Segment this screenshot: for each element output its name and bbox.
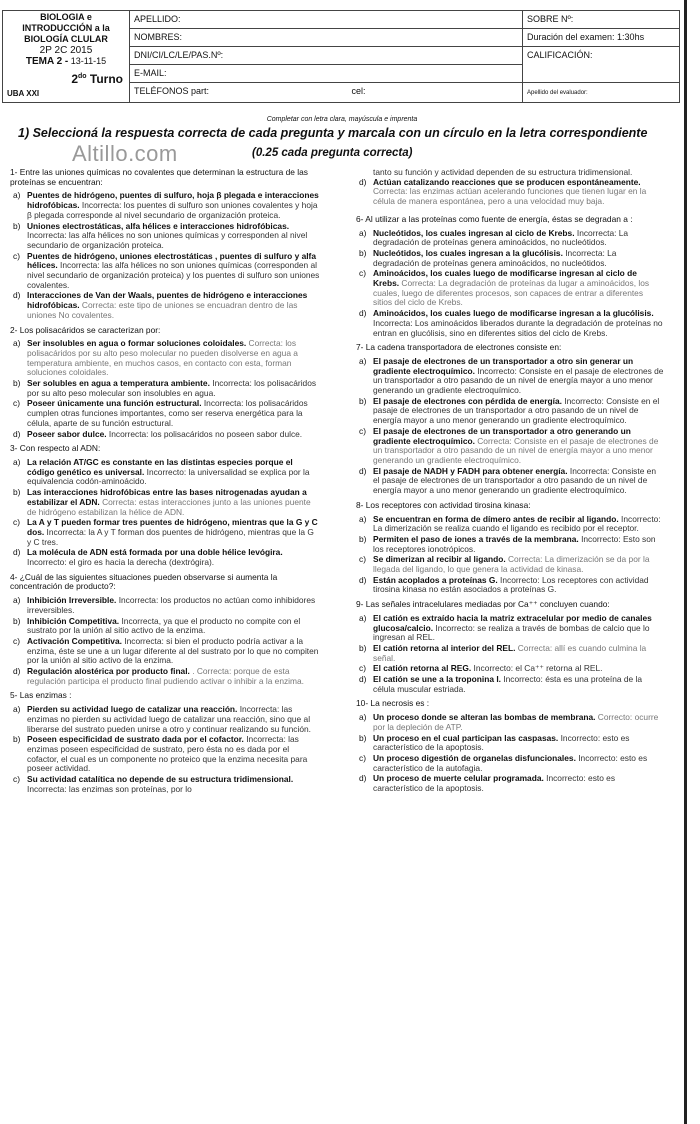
question-stem: 1- Entre las uniones químicas no covalentes que determinan la estructura de las proteínas se encuentran: — [10, 167, 308, 187]
option-letter[interactable]: d) — [359, 574, 367, 585]
option-text — [373, 713, 664, 732]
question — [10, 326, 320, 440]
instructions-note: Completar con letra clara, mayúscula e imprenta — [266, 116, 418, 123]
option-text — [373, 535, 664, 554]
option-feedback: Incorrecta: Los aminoácidos liberados durante la degradación de proteínas no entran en glucólisis, sino en diferentes sitios del ciclo de Krebs. — [373, 317, 663, 338]
option-letter[interactable]: c) — [13, 250, 20, 261]
question-stem: 9- Las señales intracelulares mediadas por Ca⁺⁺ concluyen cuando: — [356, 599, 610, 610]
option-feedback: Correcta: este tipo de uniones se encuadran dentro de las uniones No covalentes. — [27, 300, 298, 320]
option-letter[interactable]: a) — [359, 355, 367, 366]
option-feedback: Incorrecto: ésta es una proteína de la célula muscular estriada. — [373, 674, 643, 694]
option-answer: Están acoplados a proteínas G. — [373, 574, 498, 585]
option-text — [27, 705, 320, 734]
option-text — [373, 515, 664, 534]
option-text — [27, 735, 320, 774]
option-letter[interactable]: c) — [13, 774, 20, 785]
option-text — [27, 222, 320, 251]
question — [356, 600, 664, 694]
option-feedback: Incorrecto: Consiste en el pasaje de electrones de un transportador a otro pasando de un nivel de energía mayor a uno menor generando un gradiente electroquímico. — [373, 365, 664, 396]
option-feedback: Incorrecta: La degradación de proteínas genera aminoácidos, no nucleótidos. — [373, 247, 617, 268]
option-feedback: Incorrecta: los polisacáridos cumplen otras funciones importantes, como ser reserva energética para la célula, aparte de su función estructural. — [27, 398, 308, 428]
option-letter[interactable]: c) — [359, 752, 366, 763]
option-text — [27, 488, 320, 517]
option-letter[interactable]: b) — [359, 642, 367, 653]
option-letter[interactable]: d) — [359, 674, 367, 685]
question-stem: 5- Las enzimas : — [10, 690, 72, 701]
option-letter[interactable]: b) — [359, 395, 367, 406]
option-answer: Ser solubles en agua a temperatura ambiente. — [27, 378, 210, 389]
option-letter[interactable]: c) — [359, 554, 366, 565]
option-feedback: Incorrecto: se realiza a través de bombas de calcio que lo ingresan al REL. — [373, 622, 650, 643]
option-answer: Se dimerizan al recibir al ligando. — [373, 554, 506, 565]
option[interactable] — [356, 467, 664, 496]
option-letter[interactable]: a) — [359, 227, 367, 238]
option-answer: Nucleótidos, los cuales ingresan a la glucólisis. — [373, 247, 563, 258]
option-letter[interactable]: c) — [359, 425, 366, 436]
option[interactable] — [356, 515, 664, 534]
option-feedback: Correcta: allí es cuando culmina la señal. — [373, 642, 647, 663]
option[interactable] — [10, 705, 320, 734]
option-text — [373, 178, 664, 207]
option-answer: Ser insolubles en agua o formar soluciones coloidales. — [27, 338, 247, 349]
question-stem: 4- ¿Cuál de las siguientes situaciones pueden observarse si aumenta la concentración de producto?: — [10, 571, 278, 592]
exam-code: 2P 2C 2015 — [39, 45, 93, 56]
option-text — [373, 754, 664, 773]
option-text — [27, 458, 320, 487]
option-answer: Activación Competitiva. — [27, 635, 122, 646]
cel-field[interactable]: cel: — [351, 86, 366, 96]
option-feedback: Correcta: Consiste en el pasaje de electrones de un transportador a otro pasando de un nivel de energía mayor a uno menor generando un gradiente electroquímico. — [373, 435, 659, 465]
option[interactable] — [356, 576, 664, 595]
option-letter[interactable]: c) — [13, 398, 20, 409]
option-feedback: Incorrecto: la universalidad se explica por la equivalencia codón-aminoácido. — [27, 466, 310, 487]
option-letter[interactable]: b) — [13, 615, 21, 626]
option-feedback: Incorrecta: la A y T forman dos puentes de hidrógeno, mientras que la G y C tres. — [27, 526, 314, 547]
option-letter[interactable]: d) — [359, 176, 367, 187]
option-answer: Uniones electrostáticas, alfa hélices e interacciones hidrofóbicas. — [27, 220, 290, 231]
option-text — [373, 427, 664, 466]
option[interactable] — [356, 229, 664, 248]
option-text — [27, 339, 320, 378]
question — [10, 573, 320, 687]
question-stem: 10- La necrosis es : — [356, 698, 430, 709]
question-stem: 8- Los receptores con actividad tirosina kinasa: — [356, 499, 531, 510]
option[interactable] — [356, 734, 664, 753]
option-answer: Un proceso digestión de organelas disfuncionales. — [373, 752, 576, 763]
option-answer: Las interacciones hidrofóbicas entre las bases nitrogenadas ayudan a estabilizar el ADN. — [27, 487, 307, 507]
option-text — [373, 467, 664, 496]
option-text — [27, 518, 320, 547]
option[interactable] — [356, 269, 664, 308]
option-text — [27, 399, 320, 428]
option[interactable] — [356, 644, 664, 663]
option-text — [373, 576, 664, 595]
option-answer: Inhibición Irreversible. — [27, 595, 117, 606]
option[interactable] — [10, 252, 320, 291]
watermark: Altillo.com — [72, 141, 178, 166]
option[interactable] — [356, 178, 664, 207]
option-answer: El pasaje de electrones con pérdida de energía. — [373, 395, 562, 406]
points-note: (0.25 cada pregunta correcta) — [252, 147, 413, 159]
question — [10, 168, 320, 321]
option-text — [27, 775, 320, 794]
option-answer: Aminoácidos, los cuales luego de modificarse ingresan al ciclo de Krebs. — [373, 268, 637, 289]
question — [356, 215, 664, 338]
option-feedback: Incorrecto: esto es característico de la autofagia. — [373, 752, 648, 773]
option-feedback: . Correcta: porque de esta regulación participa el producto final pudiendo activar o inhibir a la enzima. — [27, 666, 305, 686]
dni-field[interactable]: DNI/CI/LC/LE/PAS.Nº: — [130, 47, 523, 65]
option-letter[interactable]: c) — [13, 635, 20, 646]
section-title: 1) Seleccioná la respuesta correcta de cada pregunta y marcala con un círculo en la letra correspondiente — [18, 126, 648, 140]
option[interactable] — [10, 667, 320, 686]
option-feedback: Correcto: ocurre por la depleción de ATP. — [373, 712, 659, 732]
option[interactable] — [10, 488, 320, 517]
option-text — [373, 229, 664, 248]
continuation-text: tanto su función y actividad dependen de su estructura tridimensional. — [373, 167, 633, 177]
option-text — [373, 309, 664, 338]
option[interactable] — [356, 754, 664, 773]
option-letter[interactable]: d) — [13, 547, 21, 558]
option[interactable] — [10, 430, 320, 440]
evaluador-field[interactable]: Apellido del evaluador: — [523, 83, 680, 103]
option-text — [27, 291, 320, 320]
option[interactable] — [10, 339, 320, 378]
option-letter[interactable]: d) — [359, 773, 367, 784]
question — [10, 444, 320, 567]
option-letter[interactable]: b) — [359, 247, 367, 258]
option-text — [27, 667, 320, 686]
option-letter[interactable]: a) — [13, 190, 21, 201]
option-answer: Poseen especificidad de sustrato dada por el cofactor. — [27, 734, 244, 745]
option-answer: Inhibición Competitiva. — [27, 615, 120, 626]
option-feedback: Incorrecta: los polisacáridos por su alto peso molecular son insolubles en agua. — [27, 378, 317, 398]
option[interactable] — [10, 291, 320, 320]
option-answer: La relación AT/GC es constante en las distintas especies porque el código genético es universal. — [27, 456, 293, 477]
option-letter[interactable]: d) — [13, 666, 21, 677]
question — [10, 691, 320, 794]
exam-date: 13-11-15 — [70, 56, 107, 66]
option-letter[interactable]: d) — [13, 290, 21, 301]
option[interactable] — [10, 191, 320, 220]
option-feedback: Incorrecto: La dimerización se realiza cuando el ligando es recibido por el receptor. — [373, 513, 661, 534]
option-answer: Aminoácidos, los cuales luego de modificarse ingresan a la glucólisis. — [373, 308, 654, 319]
question — [356, 501, 664, 595]
option-answer: Actúan catalizando reacciones que se producen espontáneamente. — [373, 176, 641, 187]
option-feedback: Incorrecta: los productos no actúan como inhibidores irreversibles. — [27, 595, 316, 615]
question-stem: 3- Con respecto al ADN: — [10, 443, 101, 454]
option-letter[interactable]: b) — [359, 533, 367, 544]
option[interactable] — [356, 614, 664, 643]
apellido-field[interactable]: APELLIDO: — [130, 11, 523, 29]
option-text — [373, 357, 664, 396]
option[interactable] — [356, 309, 664, 338]
option-feedback: Incorrecta: las alfa hélices no son uniones químicas (corresponden al nivel secundario de organización proteica) y los puentes di sulfuro son uniones covalentes. — [27, 260, 320, 290]
option[interactable] — [10, 379, 320, 398]
option-feedback: Correcta: los polisacáridos por su alto peso molecular no pueden disolverse en agua a temperatura ambiente, en muchos casos, en contacto con esta, forman soluciones coloidales. — [27, 338, 298, 378]
option-answer: El catión retorna al interior del REL. — [373, 642, 516, 653]
option-answer: El pasaje de electrones de un transportador a otro generando un gradiente electroquímico. — [373, 425, 631, 446]
option-answer: Pierden su actividad luego de catalizar una reacción. — [27, 704, 238, 715]
option[interactable] — [10, 548, 320, 567]
option[interactable] — [356, 427, 664, 466]
duracion-label: Duración del examen: 1:30hs — [523, 29, 680, 47]
option-feedback: Incorrecto: Los receptores con actividad tirosina kinasa no están asociados a proteínas G. — [373, 574, 649, 595]
option[interactable] — [356, 555, 664, 574]
option[interactable] — [10, 735, 320, 774]
option-letter[interactable]: b) — [359, 732, 367, 743]
option-text — [27, 617, 320, 636]
option-answer: Puentes de hidrógeno, puentes di sulfuro, hoja β plegada e interacciones hidrofóbicas. — [27, 190, 319, 211]
option-letter[interactable]: b) — [13, 734, 21, 745]
option-letter[interactable]: b) — [13, 220, 21, 231]
option-answer: Nucleótidos, los cuales ingresan al ciclo de Krebs. — [373, 227, 575, 238]
option-feedback: Correcta: La dimerización se da por la llegada del ligando, lo que genera la actividad de kinasa. — [373, 554, 650, 575]
option-answer: El catión se une a la troponina I. — [373, 674, 501, 685]
option-answer: Poseer únicamente una función estructural. — [27, 398, 202, 409]
option-text — [373, 397, 664, 426]
option[interactable] — [10, 222, 320, 251]
option-text — [373, 614, 664, 643]
option-letter[interactable]: a) — [359, 612, 367, 623]
email-field[interactable]: E-MAIL: — [130, 65, 523, 83]
option-feedback: Incorrecta: La degradación de proteínas genera aminoácidos, no nucleótidos. — [373, 227, 629, 248]
option[interactable] — [356, 357, 664, 396]
option-feedback: Incorrecta: las enzimas no pierden su actividad luego de catalizar una reacción, sino que al liberarse del sustrato pueden unirse a otro y continuar realizando su función. — [27, 704, 311, 734]
question-stem: 7- La cadena transportadora de electrones consiste en: — [356, 342, 562, 353]
option-letter[interactable]: a) — [359, 513, 367, 524]
option-letter[interactable]: b) — [13, 378, 21, 389]
left-column — [10, 168, 320, 799]
option-text — [27, 596, 320, 615]
option-text — [27, 252, 320, 291]
option-feedback: Incorrecto: Esto son los receptores ionotrópicos. — [373, 533, 656, 554]
option-letter[interactable]: b) — [13, 487, 21, 498]
turno-label: $2^{do}$ Turno — [71, 72, 123, 86]
option-letter[interactable]: d) — [359, 465, 367, 476]
option-text — [27, 379, 320, 398]
option-letter[interactable]: a) — [359, 712, 367, 723]
question-stem: 2- Los polisacáridos se caracterizan por: — [10, 324, 161, 335]
option[interactable] — [10, 775, 320, 794]
option-letter[interactable]: a) — [13, 456, 21, 467]
option-letter[interactable]: a) — [13, 704, 21, 715]
calificacion-field[interactable]: CALIFICACIÓN: — [523, 47, 680, 83]
option-feedback: Incorrecta: las enzimas poseen especificidad de sustrato, pero ésta no es dada por el cofactor, el cual es un componente no proteico que la enzima necesita para poseer actividad. — [27, 734, 308, 774]
option-feedback: Incorrecto: el Ca⁺⁺ retorna al REL. — [471, 663, 603, 674]
option-feedback: Incorrecta: las alfa hélices no son uniones químicas y corresponden al nivel secundario de organización proteica. — [27, 230, 308, 250]
option-feedback: Incorrecta: los puentes di sulfuro son uniones covalentes y hoja β plegada corresponde al nivel secundario de organización proteica. — [27, 200, 318, 220]
option[interactable] — [10, 518, 320, 547]
option-answer: Permiten el paso de iones a través de la membrana. — [373, 533, 579, 544]
option-letter[interactable]: a) — [13, 338, 21, 349]
option-text — [373, 734, 664, 753]
option-answer: Se encuentran en forma de dímero antes de recibir al ligando. — [373, 513, 619, 524]
option[interactable] — [10, 596, 320, 615]
option[interactable] — [356, 675, 664, 694]
option-feedback: Incorrecta: los polisacáridos no poseen sabor dulce. — [106, 428, 303, 439]
option[interactable] — [10, 458, 320, 487]
option[interactable] — [356, 397, 664, 426]
option-feedback: Incorrecto: Consiste en el pasaje de electrones de un transportador a otro pasando de un nivel de energía mayor a uno menor generando un gradiente electroquímico. — [373, 395, 660, 426]
option-text — [27, 548, 320, 567]
option-letter[interactable]: d) — [13, 428, 21, 439]
option-text — [373, 774, 664, 793]
telefonos-field[interactable]: TELÉFONOS part: cel: — [130, 83, 523, 103]
option-letter[interactable]: c) — [13, 517, 20, 528]
option-answer: El pasaje de electrones de un transportador a otro sin generar un gradiente electroquímico. — [373, 355, 634, 376]
option-text — [27, 430, 320, 440]
option-answer: La molécula de ADN está formada por una doble hélice levógira. — [27, 547, 283, 558]
option-feedback: Incorrecta: las enzimas son proteínas, por lo — [27, 783, 192, 794]
option-letter[interactable]: d) — [359, 308, 367, 319]
option-feedback: Correcta: estas interacciones junto a las uniones puente de hidrógeno estabilizan la hélice de ADN. — [27, 496, 311, 517]
option-text — [373, 675, 664, 694]
option-answer: Puentes de hidrógeno, uniones electrostáticas , puentes di sulfuro y alfa hélices. — [27, 250, 316, 271]
option-answer: Su actividad catalítica no depende de su estructura tridimensional. — [27, 774, 294, 785]
question — [356, 699, 664, 793]
option-text — [373, 644, 664, 663]
option-letter[interactable]: c) — [359, 268, 366, 279]
sobre-field[interactable]: SOBRE Nº: — [523, 11, 680, 29]
option-answer: El catión es extraído hacia la matriz extracelular por medio de canales glucosa/calcio. — [373, 612, 652, 633]
option-text — [27, 191, 320, 220]
option-feedback: Correcta: las enzimas actúan acelerando funciones que tienen lugar en la célula de manera espontánea, pero a una velocidad muy baja. — [373, 186, 647, 207]
option-text — [27, 637, 320, 666]
option-answer: El catión retorna al REG. — [373, 663, 472, 674]
option-answer: Un proceso donde se alteran las bombas de membrana. — [373, 712, 596, 723]
option-feedback: Incorrecta, ya que el producto no compite con el sustrato por la unión al sitio activo de la enzima. — [27, 615, 301, 636]
option-answer: Regulación alostérica por producto final. — [27, 666, 190, 677]
option-answer: Un proceso de muerte celular programada. — [373, 773, 544, 784]
subject-line: BIOLOGÍA CLULAR — [24, 34, 108, 44]
option-text — [373, 555, 664, 574]
option-feedback: Incorrecto: esto es característico de la apoptosis. — [373, 732, 630, 753]
option-answer: La A y T pueden formar tres puentes de hidrógeno, mientras que la G y C dos. — [27, 517, 318, 537]
option[interactable] — [356, 664, 664, 674]
question-stem: 6- Al utilizar a las proteínas como fuente de energía, éstas se degradan a : — [356, 213, 633, 224]
option[interactable] — [356, 713, 664, 732]
subject-line: INTRODUCCIÓN a la — [22, 23, 110, 33]
header-table — [2, 10, 680, 103]
question — [356, 343, 664, 496]
option[interactable] — [10, 617, 320, 636]
option-text — [373, 269, 664, 308]
course-info — [3, 11, 130, 103]
option-feedback: Incorrecto: esto es característico de la apoptosis. — [373, 773, 616, 794]
option-answer: Poseer sabor dulce. — [27, 428, 107, 439]
option-answer: El pasaje de NADH y FADH para obtener energía. — [373, 465, 568, 476]
nombres-field[interactable]: NOMBRES: — [130, 29, 523, 47]
option[interactable] — [10, 399, 320, 428]
right-column — [356, 168, 664, 799]
option-answer: Interacciones de Van der Waals, puentes de hidrógeno e interacciones hidrofóbicas. — [27, 290, 308, 311]
option-feedback: Incorrecta: si bien el producto podría activar a la enzima, éste se une a un lugar diferente al del sustrato por lo que no compiten por la unión al sitio activo de la enzima. — [27, 635, 319, 666]
option-text — [373, 249, 664, 268]
option[interactable] — [10, 637, 320, 666]
uba-logo: UBA XXI — [7, 89, 40, 98]
option-feedback: Correcta: La degradación de proteínas da lugar a aminoácidos, los cuales, luego de diferentes procesos, son capaces de entrar a diferentes sitios del ciclo de Krebs. — [373, 278, 650, 308]
option-feedback: Incorrecta: Consiste en el pasaje de electrones de un transportador a otro pasando de un nivel de energía mayor a uno menor generando un gradiente electroquímico. — [373, 465, 656, 496]
option-text — [373, 664, 664, 674]
option-answer: Un proceso en el cual participan las caspasas. — [373, 732, 559, 743]
option[interactable] — [356, 535, 664, 554]
option[interactable] — [356, 249, 664, 268]
option-letter[interactable]: a) — [13, 595, 21, 606]
option-letter[interactable]: c) — [359, 663, 366, 674]
option[interactable] — [356, 774, 664, 793]
tema-label: TEMA 2 - — [25, 56, 69, 67]
option-feedback: Incorrecto: el giro es hacia la derecha (dextrógira). — [27, 557, 215, 568]
subject-line: BIOLOGIA e — [40, 12, 92, 22]
